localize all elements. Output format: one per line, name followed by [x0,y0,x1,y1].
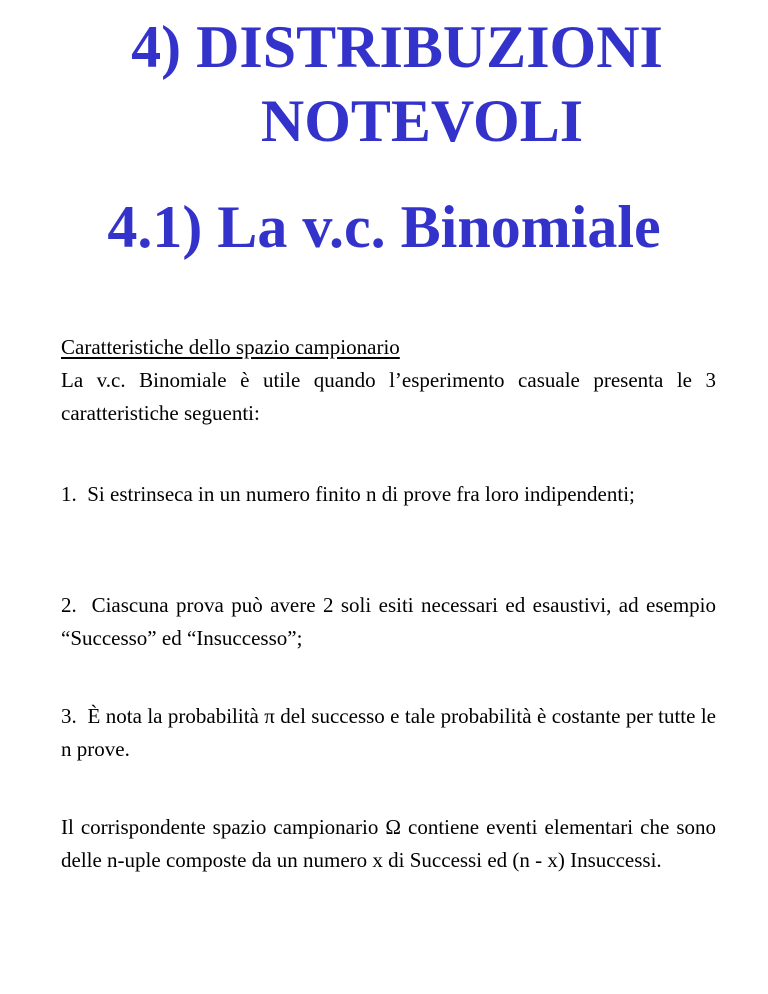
conclusion-paragraph: Il corrispondente spazio campionario Ω contiene eventi elementari che sono delle n-uple composte da un numero x di Successi ed (n - x) Insuccessi. [61,815,716,872]
section-title: 4.1) La v.c. Binomiale [107,194,661,260]
intro-paragraph: La v.c. Binomiale è utile quando l’esperimento casuale presenta le 3 caratteristiche seguenti: [61,368,716,425]
page-title-line2: NOTEVOLI [260,88,584,154]
list-item-number: 1. [61,482,77,506]
list-item [61,478,716,511]
section-heading: Caratteristiche dello spazio campionario [61,335,400,359]
page-title-line1: 4) DISTRIBUZIONI [131,14,663,80]
list-item [61,589,716,655]
list-item-text: Ciascuna prova può avere 2 soli esiti necessari ed esaustivi, ad esempio “Successo” ed “Insuccesso”; [61,593,717,650]
list-item-text: Si estrinseca in un numero finito n di prove fra loro indipendenti; [87,482,635,506]
list-item-text: È nota la probabilità π del successo e tale probabilità è costante per tutte le n prove. [61,704,716,761]
list-item-number: 2. [61,593,77,617]
list-item-number: 3. [61,704,77,728]
list-item [61,700,716,766]
